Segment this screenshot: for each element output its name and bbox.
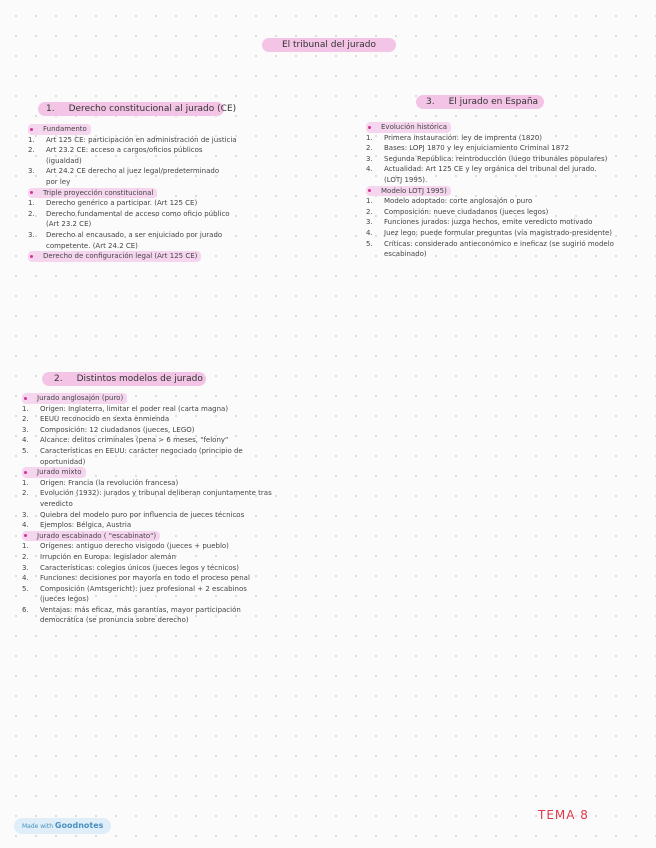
list-item: [22, 605, 310, 616]
list-item-text: Primera instauración: ley de imprenta (1820): [384, 133, 543, 142]
list-item-text: Ejemplos: Bélgica, Austria: [40, 521, 132, 530]
section-3-number: 3.: [426, 97, 435, 107]
list-item-text: Actualidad: Art 125 CE y ley orgánica del tribunal del jurado.: [384, 165, 597, 174]
list-number: 2.: [28, 146, 35, 155]
list-item-text: democrática (se pronuncia sobre derecho): [40, 616, 189, 625]
list-item-text: Irrupción en Europa: legislador alemán: [40, 552, 176, 561]
list-item-text: Quiebra del modelo puro por influencia de jueces técnicos: [40, 510, 245, 519]
subheading-text: Fundamento: [43, 125, 87, 133]
list-item-text: Bases: LOPJ 1870 y ley enjuiciamiento Criminal 1872: [384, 144, 570, 153]
list-number: 3.: [28, 167, 35, 176]
subheading: [37, 467, 310, 478]
list-item: [22, 584, 310, 595]
list-item-text: Composición: 12 ciudadanos (jueces, LEGO): [40, 425, 195, 434]
list-item-text: Segunda República: reintroducción (luego tribunales populares): [384, 154, 608, 163]
list-number: 1.: [22, 542, 29, 551]
subheading-label: [28, 188, 157, 199]
list-item-text: Orígenes: antiguo derecho visigodo (jueces + pueblo): [40, 542, 229, 551]
list-number: 3.: [22, 425, 29, 434]
list-item-text: veredicto: [40, 499, 73, 508]
list-number: 4.: [22, 521, 29, 530]
list-item-text: (LOTJ 1995).: [384, 175, 428, 184]
subheading-text: Derecho de configuración legal (Art 125 CE): [43, 252, 198, 261]
section-1-title: Derecho constitucional al jurado (CE): [68, 104, 237, 114]
list-number: 4.: [22, 574, 29, 583]
bullet-icon: [368, 189, 371, 192]
list-item: [22, 541, 310, 552]
list-item: [366, 143, 644, 154]
list-item-text: Características: colegios únicos (jueces legos y técnicos): [40, 563, 239, 572]
subheading-label: [366, 186, 451, 197]
section-1-heading: [38, 102, 237, 116]
list-item: [22, 478, 310, 489]
subheading-text: Jurado mixto: [37, 468, 82, 477]
section-3-heading: [416, 95, 544, 109]
list-item: [28, 145, 306, 156]
list-item-text: por ley: [46, 177, 71, 186]
list-item: [28, 135, 306, 146]
list-item-text: Composición: nueve ciudadanos (jueces legos): [384, 207, 549, 216]
list-item: [40, 499, 310, 510]
subheading-text: Evolución histórica: [381, 123, 447, 131]
section-2-title: Distintos modelos de jurado: [76, 374, 203, 384]
list-item: [28, 166, 306, 177]
list-item-text: Origen: Francia (la revolución francesa): [40, 478, 179, 487]
list-number: 4.: [366, 165, 373, 174]
list-item: [22, 510, 310, 521]
subheading: [43, 188, 306, 199]
made-with-goodnotes-badge: [14, 818, 111, 834]
subheading: [37, 393, 310, 404]
list-item-text: oportunidad): [40, 457, 86, 466]
list-item: [366, 207, 644, 218]
list-item: [46, 219, 306, 230]
list-item: [28, 230, 306, 241]
section-3-content: [366, 122, 644, 260]
list-item: [22, 414, 310, 425]
page-title-text: El tribunal del jurado: [281, 40, 377, 50]
list-item: [384, 249, 644, 260]
bullet-icon: [368, 126, 371, 129]
bullet-icon: [30, 255, 33, 258]
list-item-text: competente. (Art 24.2 CE): [46, 241, 138, 250]
section-1-content: [28, 124, 306, 262]
list-number: 3.: [28, 230, 35, 239]
subheading: [381, 186, 644, 197]
list-item: [22, 435, 310, 446]
list-number: 4.: [366, 228, 373, 237]
list-item: [366, 133, 644, 144]
list-item-text: Modelo adoptado: corte anglosajón o puro: [384, 197, 533, 206]
list-item-text: escabinado): [384, 250, 427, 259]
list-item: [22, 573, 310, 584]
subheading-label: [22, 393, 127, 404]
subheading-text: Triple proyección constitucional: [43, 188, 154, 197]
list-item: [366, 154, 644, 165]
list-number: 3.: [22, 563, 29, 572]
subheading-label: [22, 467, 86, 478]
subheading-text: Jurado escabinado ( "escabinato"): [37, 531, 157, 540]
list-item-text: Composición (Amtsgericht): juez profesional + 2 escabinos: [40, 584, 247, 593]
list-number: 3.: [22, 510, 29, 519]
subheading: [43, 124, 306, 135]
list-item-text: Evolución (1932): jurados y tribunal deliberan conjuntamente tras: [40, 489, 272, 498]
list-item-text: (igualdad): [46, 156, 82, 165]
section-2-number: 2.: [54, 374, 63, 384]
list-item: [366, 228, 644, 239]
list-item: [22, 446, 310, 457]
bullet-icon: [30, 191, 33, 194]
list-item: [22, 488, 310, 499]
list-item: [22, 425, 310, 436]
list-number: 2.: [366, 207, 373, 216]
list-item: [366, 217, 644, 228]
list-item: [46, 177, 306, 188]
section-1-number: 1.: [46, 104, 55, 114]
section-3-title: El jurado en España: [448, 97, 539, 107]
list-item: [40, 615, 310, 626]
subheading-label: [366, 122, 451, 133]
bullet-icon: [24, 397, 27, 400]
list-number: 2.: [22, 415, 29, 424]
list-number: 6.: [22, 605, 29, 614]
list-item-text: Críticas: considerado antieconómico e ineficaz (se sugirió modelo: [384, 239, 614, 248]
list-number: 1.: [22, 478, 29, 487]
list-item-text: EEUU reconocido en sexta enmienda: [40, 415, 170, 424]
page-title: [262, 38, 396, 52]
list-item: [46, 241, 306, 252]
list-number: 2.: [22, 552, 29, 561]
list-number: 3.: [366, 154, 373, 163]
list-item-text: Funciones jurados: juzga hechos, emite veredicto motivado: [384, 218, 593, 227]
list-item: [40, 457, 310, 468]
list-item-text: Derecho fundamental de acceso como oficio público: [46, 209, 230, 218]
section-2-heading: [42, 372, 206, 386]
made-with-text: Made with: [22, 823, 53, 830]
list-item: [28, 198, 306, 209]
list-item-text: (jueces legos): [40, 595, 89, 604]
list-item-text: Derecho al encausado, a ser enjuiciado por jurado: [46, 230, 223, 239]
list-number: 2.: [22, 489, 29, 498]
subheading: [43, 251, 306, 262]
subheading: [381, 122, 644, 133]
bullet-icon: [24, 534, 27, 537]
list-item-text: Art 23.2 CE: acceso a cargos/oficios públicos: [46, 146, 203, 155]
list-item: [366, 164, 644, 175]
list-item: [366, 196, 644, 207]
bullet-icon: [30, 128, 33, 131]
goodnotes-logo-text: Goodnotes: [54, 821, 104, 830]
list-item: [22, 552, 310, 563]
list-item: [22, 520, 310, 531]
list-number: 1.: [22, 404, 29, 413]
list-item-text: Funciones: decisiones por mayoría en todo el proceso penal: [40, 574, 250, 583]
list-item-text: Juez lego: puede formular preguntas (vía magistrado-presidente): [384, 228, 613, 237]
list-number: 3.: [366, 218, 373, 227]
list-number: 1.: [366, 133, 373, 142]
list-item-text: Alcance: delitos criminales (pena > 6 meses, "felony": [40, 436, 229, 445]
list-item-text: Ventajas: más eficaz, más garantías, mayor participación: [40, 605, 241, 614]
list-number: 1.: [28, 199, 35, 208]
subheading-text: Jurado anglosajón (puro): [37, 394, 124, 402]
list-item: [366, 239, 644, 250]
subheading-label: [28, 124, 91, 135]
list-item: [22, 563, 310, 574]
list-number: 5.: [22, 446, 29, 455]
list-item: [46, 156, 306, 167]
list-number: 2.: [28, 209, 35, 218]
list-item-text: Origen: Inglaterra, limitar el poder real (carta magna): [40, 404, 229, 413]
list-item: [384, 175, 644, 186]
list-item-text: (Art 23.2 CE): [46, 220, 92, 229]
list-item-text: Art 125 CE: participación en administración de justicia: [46, 135, 237, 144]
bullet-icon: [24, 471, 27, 474]
tema-label: TEMA 8: [538, 808, 589, 822]
list-number: 5.: [22, 584, 29, 593]
list-item: [22, 404, 310, 415]
subheading-text: Modelo LOTJ 1995): [381, 186, 447, 195]
subheading-label: [22, 531, 160, 542]
subheading: [37, 531, 310, 542]
list-item: [40, 594, 310, 605]
subheading-label: [28, 251, 201, 262]
list-number: 4.: [22, 436, 29, 445]
list-item-text: Características en EEUU: carácter negociado (principio de: [40, 446, 243, 455]
list-item: [28, 209, 306, 220]
list-number: 1.: [366, 197, 373, 206]
list-item-text: Derecho genérico a participar. (Art 125 CE): [46, 199, 198, 208]
list-number: 2.: [366, 144, 373, 153]
list-number: 1.: [28, 135, 35, 144]
section-2-content: [22, 393, 310, 626]
list-number: 5.: [366, 239, 373, 248]
list-item-text: Art 24.2 CE derecho al juez legal/predeterminado: [46, 167, 220, 176]
